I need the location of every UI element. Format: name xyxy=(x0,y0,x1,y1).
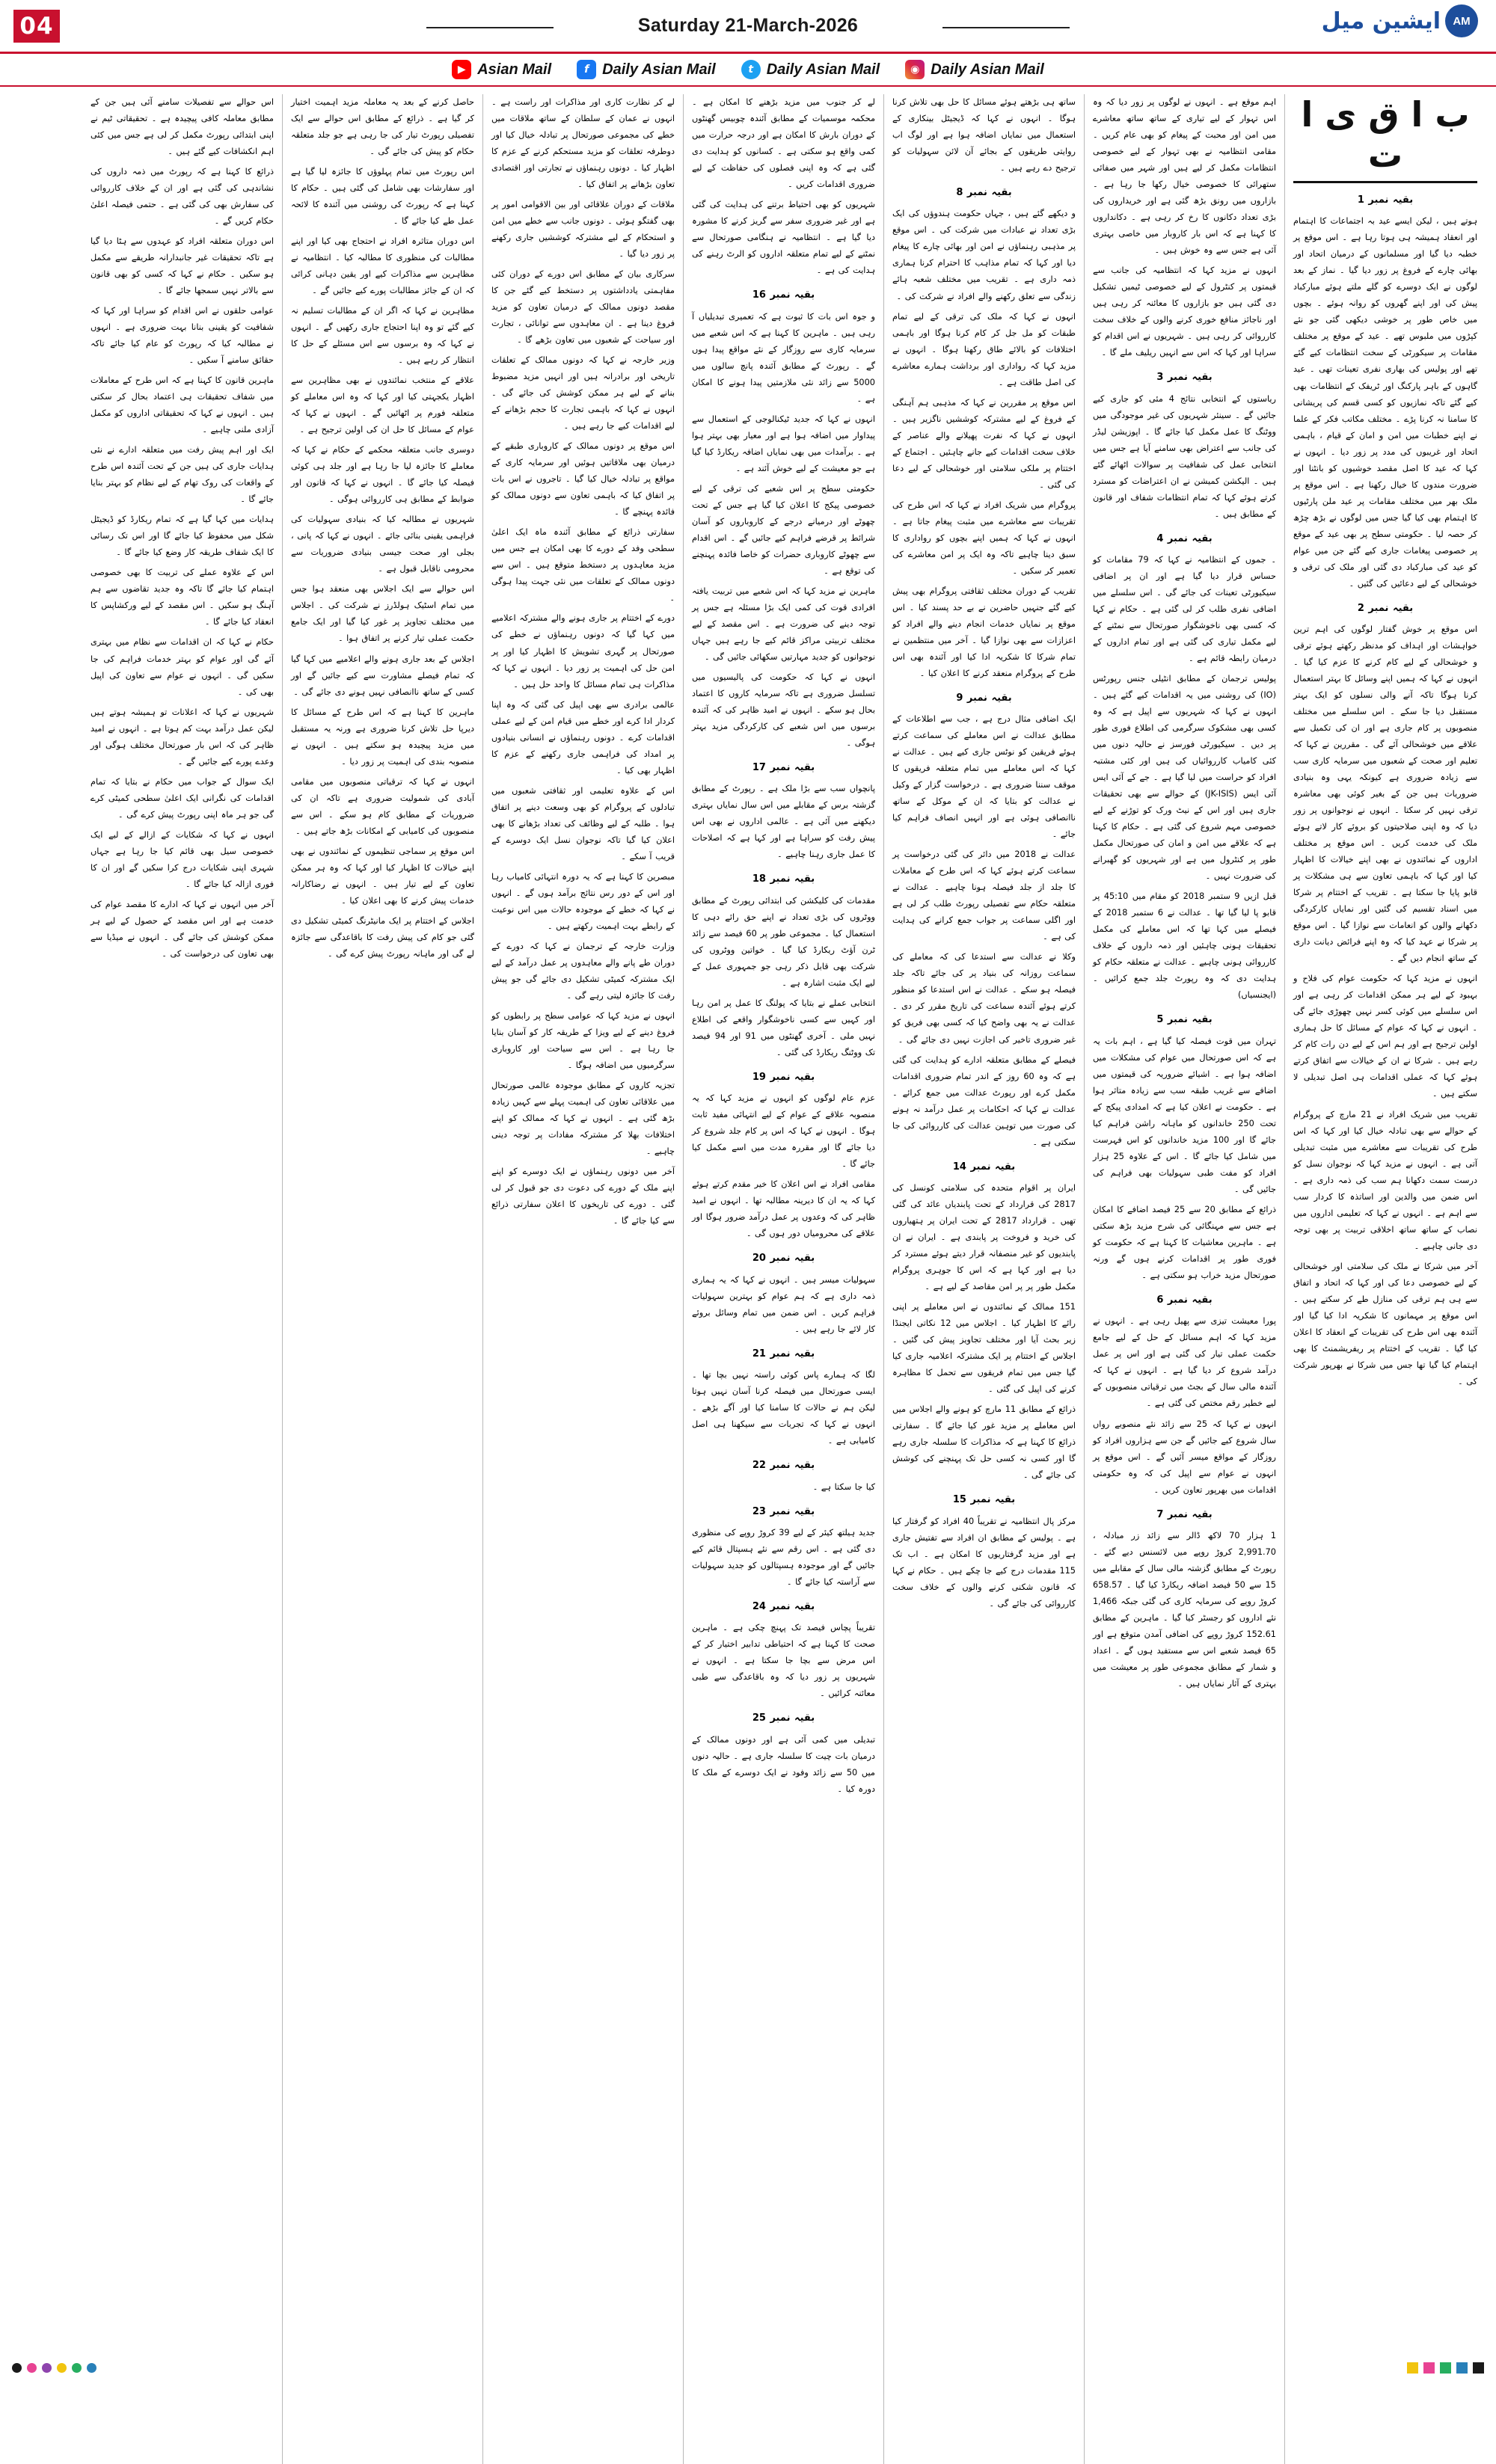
article-paragraph: سفارتی ذرائع کے مطابق آئندہ ماہ ایک اعلیٰ سطحی وفد کے دورے کا بھی امکان ہے جس میں مزید معاہدوں پر دستخط متوقع ہیں ۔ اس سے دونوں ممالک کے تعلقات میں نئی جہت پیدا ہوگی ۔ xyxy=(491,527,675,603)
article-paragraph: ایک اور اہم پیش رفت میں متعلقہ ادارے نے نئی ہدایات جاری کی ہیں جن کے تحت آئندہ اس طرح کے واقعات کی روک تھام کے لیے نظام کو بہتر بنایا جائے گا ۔ xyxy=(91,445,274,505)
social-item-facebook[interactable] xyxy=(577,60,716,79)
article-paragraph: اس رپورٹ میں تمام پہلوؤں کا جائزہ لیا گیا ہے اور سفارشات بھی شامل کی گئی ہیں ۔ حکام کا کہنا ہے کہ رپورٹ کی روشنی میں آئندہ کا لائحہ عمل طے کیا جائے گا ۔ xyxy=(291,167,474,227)
article-paragraph: وزارت خارجہ کے ترجمان نے کہا کہ دورے کے دوران طے پانے والے معاہدوں پر عمل درآمد کے لیے ایک مشترکہ کمیٹی تشکیل دی جائے گی جو پیش رفت کا جائزہ لیتی رہے گی ۔ xyxy=(491,941,675,1001)
registration-dot xyxy=(42,2363,52,2373)
article-subheading: بقیہ نمبر 15 xyxy=(952,1494,1016,1506)
masthead-date: Saturday 21-March-2026 xyxy=(637,15,859,36)
article-paragraph: ریاستوں کے انتخابی نتائج 4 مئی کو جاری کیے جائیں گے ۔ سینئر شہریوں کی غیر موجودگی میں ووٹنگ کا عمل مکمل کیا جائے گا ۔ اپوزیشن لیڈر کی جانب سے اعتراض بھی سامنے آیا ہے جس میں انتخابی عمل کی شفافیت پر سوالات اٹھائے گئے ہیں ۔ الیکشن کمیشن نے ان اعتراضات کو مسترد کرتے ہوئے کہا کہ تمام انتظامات شفاف اور قانون کے مطابق ہیں ۔ xyxy=(1093,393,1276,519)
column-3 xyxy=(884,94,1085,2464)
registration-dot xyxy=(27,2363,37,2373)
article-paragraph: دوسری جانب متعلقہ محکمے کے حکام نے کہا کہ معاملے کا جائزہ لیا جا رہا ہے اور جلد ہی کوئی فیصلہ کیا جائے گا ۔ انہوں نے کہا کہ قانون اور ضوابط کے مطابق ہی کارروائی ہوگی ۔ xyxy=(291,445,474,505)
registration-square xyxy=(1473,2362,1484,2374)
article-subheading: بقیہ نمبر 17 xyxy=(752,761,815,773)
article-paragraph: ایران پر اقوام متحدہ کی سلامتی کونسل کی 2817 کی قرارداد کے تحت پابندیاں عائد کی گئی تھیں ۔ قرارداد 2817 کے تحت ایران پر ہتھیاروں کی خرید و فروخت پر پابندی ہے ۔ ایران نے ان پابندیوں کو غیر منصفانہ قرار دیتے ہوئے مسترد کر دیا ہے اور کہا ہے کہ اس کا جوہری پروگرام مکمل طور پر پر امن مقاصد کے لیے ہے ۔ xyxy=(892,1182,1076,1292)
article-paragraph: انہوں نے کہا کہ ملک کی ترقی کے لیے تمام طبقات کو مل جل کر کام کرنا ہوگا اور باہمی اختلافات کو بالائے طاق رکھنا ہوگا ۔ انہوں نے مزید کہا کہ رواداری اور برداشت ہمارے معاشرے کی اصل طاقت ہے ۔ xyxy=(892,311,1076,387)
social-item-twitter[interactable] xyxy=(741,60,880,79)
article-subheading: بقیہ نمبر 6 xyxy=(1156,1294,1213,1306)
article-paragraph: اس دوران متاثرہ افراد نے احتجاج بھی کیا اور اپنے مطالبات کی منظوری کا مطالبہ کیا ۔ انتظامیہ نے مظاہرین سے مذاکرات کیے اور یقین دہانی کرائی کہ ان کے جائز مطالبات پورے کیے جائیں گے ۔ xyxy=(291,236,474,296)
column-1 xyxy=(1285,94,1486,2464)
article-paragraph: اس کے علاوہ عملے کی تربیت کا بھی خصوصی اہتمام کیا جائے گا تاکہ وہ جدید تقاضوں سے ہم آہنگ ہو سکیں ۔ اس مقصد کے لیے ورکشاپس کا انعقاد کیا جائے گا ۔ xyxy=(91,568,274,627)
registration-dot xyxy=(57,2363,67,2373)
column-4-body xyxy=(692,94,875,1798)
article-subheading: بقیہ نمبر 4 xyxy=(1156,532,1213,544)
article-paragraph: آخر میں انہوں نے کہا کہ ادارے کا مقصد عوام کی خدمت ہے اور اس مقصد کے حصول کے لیے ہر ممکن کوشش کی جائے گی ۔ انہوں نے میڈیا سے بھی تعاون کی درخواست کی ۔ xyxy=(91,899,274,959)
article-paragraph: مرکز پال انتظامیہ نے تقریباً 40 افراد کو گرفتار کیا ہے ۔ پولیس کے مطابق ان افراد سے تفتیش جاری ہے اور مزید گرفتاریوں کا امکان ہے ۔ اب تک 115 مقدمات درج کیے جا چکے ہیں ۔ حکام نے کہا کہ قانون شکنی کرنے والوں کے خلاف سخت کارروائی کی جائے گی ۔ xyxy=(892,1516,1076,1609)
article-paragraph: انہوں نے کہا کہ جدید ٹیکنالوجی کے استعمال سے پیداوار میں اضافہ ہوا ہے اور معیار بھی بہتر ہوا ہے ۔ برآمدات میں بھی نمایاں اضافہ ریکارڈ کیا گیا ہے جو معیشت کے لیے خوش آئند ہے ۔ xyxy=(692,414,875,473)
article-paragraph: ماہرین قانون کا کہنا ہے کہ اس طرح کے معاملات میں شفاف تحقیقات ہی اعتماد بحال کر سکتی ہیں ۔ انہوں نے کہا کہ تحقیقاتی اداروں کو مکمل آزادی ملنی چاہیے ۔ xyxy=(91,375,274,435)
article-paragraph: آخر میں دونوں رہنماؤں نے ایک دوسرے کو اپنے اپنے ملک کے دورے کی دعوت دی جو قبول کر لی گئی ۔ دورے کی تاریخوں کا اعلان سفارتی ذرائع سے کیا جائے گا ۔ xyxy=(491,1166,675,1226)
article-paragraph: تبدیلی میں کمی آئی ہے اور دونوں ممالک کے درمیان بات چیت کا سلسلہ جاری ہے ۔ حالیہ دنوں میں 50 سے زائد وفود نے ایک دوسرے کے ملک کا دورہ کیا ۔ xyxy=(692,1734,875,1794)
social-label-facebook: Daily Asian Mail xyxy=(602,61,716,78)
twitter-icon: t xyxy=(741,60,761,79)
section-title: ب ا ق ی ا ت xyxy=(1293,94,1477,183)
article-paragraph: وکلا نے عدالت سے استدعا کی کہ معاملے کی سماعت روزانہ کی بنیاد پر کی جائے تاکہ جلد فیصلہ ہو سکے ۔ عدالت نے اس استدعا کو منظور کرتے ہوئے آئندہ سماعت کی تاریخ مقرر کر دی ۔ عدالت نے یہ بھی واضح کیا کہ کسی بھی فریق کو غیر ضروری تاخیر کی اجازت نہیں دی جائے گی ۔ xyxy=(892,952,1076,1045)
column-2-body xyxy=(1093,94,1276,1692)
article-paragraph: ۔ جموں کے انتظامیہ نے کہا کہ 79 مقامات کو حساس قرار دیا گیا ہے اور ان پر اضافی سیکیورٹی تعینات کی جائے گی ۔ اس سلسلے میں اضافی نفری طلب کر لی گئی ہے ۔ حکام نے کہا کہ کسی بھی ناخوشگوار صورتحال سے نمٹنے کے لیے مکمل تیاری کی گئی ہے اور تمام اداروں کے درمیان رابطہ قائم ہے ۔ xyxy=(1093,555,1276,664)
article-paragraph: انہوں نے مزید کہا کہ عوامی سطح پر رابطوں کو فروغ دینے کے لیے ویزا کے طریقہ کار کو آسان بنایا جا رہا ہے ۔ اس سے سیاحت اور کاروباری سرگرمیوں میں اضافہ ہوگا ۔ xyxy=(491,1010,675,1070)
article-paragraph: شہریوں نے مطالبہ کیا کہ بنیادی سہولیات کی فراہمی یقینی بنائی جائے ۔ انہوں نے کہا کہ پانی ، بجلی اور صحت جیسی بنیادی ضروریات سے محرومی ناقابل قبول ہے ۔ xyxy=(291,514,474,574)
logo-urdu-text: ایشین میل xyxy=(1321,7,1441,34)
article-paragraph: اس موقع پر دونوں ممالک کے کاروباری طبقے کے درمیان بھی ملاقاتیں ہوئیں اور سرمایہ کاری کے مواقع پر تبادلہ خیال کیا گیا ۔ تاجروں نے اس بات پر اتفاق کیا کہ باہمی تعاون سے دونوں ممالک کو فائدہ پہنچے گا ۔ xyxy=(491,441,675,517)
date-rule-left xyxy=(426,27,554,28)
article-paragraph: اس حوالے سے تفصیلات سامنے آئی ہیں جن کے مطابق معاملہ کافی پیچیدہ ہے ۔ تحقیقاتی ٹیم نے اپنی ابتدائی رپورٹ مکمل کر لی ہے جس میں کئی اہم انکشافات کیے گئے ہیں ۔ xyxy=(90,97,274,157)
article-paragraph: اس موقع پر مقررین نے کہا کہ مذہبی ہم آہنگی کے فروغ کے لیے مشترکہ کوششیں ناگزیر ہیں ۔ انہوں نے کہا کہ نفرت پھیلانے والے عناصر کے خلاف سخت اقدامات کیے جانے چاہئیں ۔ اجتماع کے اختتام پر ملکی سلامتی اور خوشحالی کے لیے دعا کی گئی ۔ xyxy=(892,397,1076,490)
article-subheading: بقیہ نمبر 5 xyxy=(1156,1014,1213,1026)
article-paragraph: لے کر جنوب میں مزید بڑھنے کا امکان ہے ۔ محکمہ موسمیات کے مطابق آئندہ چوبیس گھنٹوں کے دوران بارش کا امکان ہے اور درجہ حرارت میں کمی واقع ہو سکتی ہے ۔ کسانوں کو ہدایت دی گئی ہے کہ وہ اپنی فصلوں کی حفاظت کے لیے ضروری اقدامات کریں ۔ xyxy=(692,97,875,190)
article-subheading: بقیہ نمبر 25 xyxy=(752,1712,815,1724)
article-paragraph: ذرائع کے مطابق 20 سے 25 فیصد اضافے کا امکان ہے جس سے مہنگائی کی شرح مزید بڑھ سکتی ہے ۔ ماہرین معاشیات کا کہنا ہے کہ حکومت کو فوری طور پر اقدامات کرنے ہوں گے ورنہ صورتحال مزید خراب ہو سکتی ہے ۔ xyxy=(1093,1204,1276,1281)
article-paragraph: عوامی حلقوں نے اس اقدام کو سراہا اور کہا کہ شفافیت کو یقینی بنانا بہت ضروری ہے ۔ انہوں نے مطالبہ کیا کہ رپورٹ کو عام کیا جائے تاکہ حقائق سامنے آ سکیں ۔ xyxy=(91,306,274,366)
article-paragraph: اجلاس کے اختتام پر ایک مانیٹرنگ کمیٹی تشکیل دی گئی جو کام کی پیش رفت کا باقاعدگی سے جائزہ لے گی اور ماہانہ رپورٹ پیش کرے گی ۔ xyxy=(291,915,474,959)
article-paragraph: اس موقع پر سماجی تنظیموں کے نمائندوں نے بھی اپنے خیالات کا اظہار کیا اور کہا کہ وہ ہر ممکن تعاون کے لیے تیار ہیں ۔ انہوں نے رضاکارانہ خدمات پیش کرنے کا بھی اعلان کیا ۔ xyxy=(291,846,474,906)
article-subheading: بقیہ نمبر 18 xyxy=(752,873,815,885)
article-paragraph: پولیس ترجمان کے مطابق انٹیلی جنس رپورٹس (IO) کی روشنی میں یہ اقدامات کیے گئے ہیں ۔ انہوں نے کہا کہ شہریوں سے اپیل ہے کہ وہ کسی بھی مشکوک سرگرمی کی اطلاع فوری طور پر دیں ۔ سیکیورٹی فورسز نے حالیہ دنوں میں کئی کامیاب کارروائیاں کی ہیں اور کئی مشتبہ افراد کو حراست میں لیا گیا ہے ۔ جے کے آئی ایس آئی ایس (JK-ISIS) کے حوالے سے بھی تحقیقات جاری ہیں اور اس کے نیٹ ورک کو توڑنے کے لیے خصوصی مہم شروع کی گئی ہے ۔ حکام کا کہنا ہے کہ علاقے میں امن و امان کی صورتحال مکمل طور پر کنٹرول میں ہے اور شہریوں کو گھبرانے کی ضرورت نہیں ۔ xyxy=(1093,674,1276,882)
article-paragraph: سہولیات میسر ہیں ۔ انہوں نے کہا کہ یہ ہماری ذمہ داری ہے کہ ہم عوام کو بہترین سہولیات فراہم کریں ۔ اس ضمن میں تمام وسائل بروئے کار لائے جا رہے ہیں ۔ xyxy=(692,1274,875,1334)
column-4 xyxy=(684,94,884,2464)
social-label-instagram: Daily Asian Mail xyxy=(931,61,1044,78)
article-paragraph: علاقے کے منتخب نمائندوں نے بھی مظاہرین سے اظہار یکجہتی کیا اور کہا کہ وہ اس معاملے کو متعلقہ فورم پر اٹھائیں گے ۔ انہوں نے کہا کہ عوام کے مسائل کا حل ان کی اولین ترجیح ہے ۔ xyxy=(291,375,474,435)
article-paragraph: ذرائع کے مطابق 11 مارچ کو ہونے والے اجلاس میں اس معاملے پر مزید غور کیا جائے گا ۔ سفارتی ذرائع کا کہنا ہے کہ مذاکرات کا سلسلہ جاری رہے گا اور کسی نہ کسی حل تک پہنچنے کی کوشش کی جائے گی ۔ xyxy=(892,1404,1076,1481)
article-subheading: بقیہ نمبر 2 xyxy=(1357,602,1414,614)
article-subheading: بقیہ نمبر 20 xyxy=(752,1253,815,1265)
column-5 xyxy=(483,94,684,2464)
article-subheading: بقیہ نمبر 23 xyxy=(752,1505,815,1517)
article-paragraph: پانچواں سب سے بڑا ملک ہے ۔ رپورٹ کے مطابق گزشتہ برس کے مقابلے میں اس سال نمایاں بہتری دیکھنے میں آئی ہے ۔ عالمی اداروں نے بھی اس پیش رفت کو سراہا ہے اور کہا ہے کہ اصلاحات کا عمل جاری رہنا چاہیے ۔ xyxy=(692,784,875,860)
print-registration-strip xyxy=(0,2358,1496,2377)
article-paragraph: اجلاس کے بعد جاری ہونے والے اعلامیے میں کہا گیا کہ تمام فیصلے مشاورت سے کیے جائیں گے اور کسی کے ساتھ ناانصافی نہیں ہونے دی جائے گی ۔ xyxy=(291,654,474,697)
facebook-icon: f xyxy=(577,60,596,79)
article-paragraph: ماہرین نے مزید کہا کہ اس شعبے میں تربیت یافتہ افرادی قوت کی کمی ایک بڑا مسئلہ ہے جس پر توجہ دینے کی ضرورت ہے ۔ اس مقصد کے لیے مختلف تربیتی مراکز قائم کیے جا رہے ہیں جہاں نوجوانوں کو جدید مہارتیں سکھائی جائیں گی ۔ xyxy=(692,586,875,662)
article-paragraph: انہوں نے کہا کہ ترقیاتی منصوبوں میں مقامی آبادی کی شمولیت ضروری ہے تاکہ ان کی ضروریات کے مطابق کام ہو سکے ۔ اس سے منصوبوں کی کامیابی کے امکانات بڑھ جاتے ہیں ۔ xyxy=(291,776,474,836)
article-paragraph: انہوں نے مزید کہا کہ انتظامیہ کی جانب سے قیمتوں پر کنٹرول کے لیے خصوصی ٹیمیں تشکیل دی گئی ہیں جو بازاروں کا معائنہ کر رہی ہیں اور ناجائز منافع خوری کرنے والوں کے خلاف سخت کارروائی کر رہی ہیں ۔ شہریوں نے اس اقدام کو سراہا اور کہا کہ اس سے انہیں ریلیف ملے گا ۔ xyxy=(1093,265,1276,358)
registration-dot xyxy=(12,2363,22,2373)
masthead-logo xyxy=(1322,4,1478,37)
article-paragraph: ساتھ ہی بڑھتے ہوئے مسائل کا حل بھی تلاش کرنا ہوگا ۔ انہوں نے کہا کہ ڈیجیٹل بینکاری کے استعمال میں نمایاں اضافہ ہوا ہے اور لوگ اب روایتی طریقوں کے بجائے آن لائن سہولیات کو ترجیح دے رہے ہیں ۔ xyxy=(892,97,1076,173)
page-number-badge: 04 xyxy=(13,10,60,43)
registration-dot xyxy=(72,2363,82,2373)
date-rule-right xyxy=(942,27,1070,28)
registration-square xyxy=(1440,2362,1451,2374)
article-paragraph: تقریب میں شریک افراد نے 21 مارچ کے پروگرام کے حوالے سے بھی تبادلہ خیال کیا اور کہا کہ اس طرح کی تقریبات سے معاشرے میں مثبت تبدیلی آتی ہے ۔ انہوں نے مزید کہا کہ نوجوان نسل کو درست سمت دکھانا ہم سب کی ذمہ داری ہے ۔ اس ضمن میں والدین اور اساتذہ کا کردار سب سے اہم ہے ۔ انہوں نے کہا کہ تعلیمی اداروں میں نصاب کے ساتھ ساتھ اخلاقی تربیت پر بھی توجہ دی جانی چاہیے ۔ xyxy=(1293,1109,1477,1251)
article-paragraph: پورا معیشت تیزی سے پھیل رہی ہے ۔ انہوں نے مزید کہا کہ اہم مسائل کے حل کے لیے جامع حکمت عملی تیار کی گئی ہے اور اس پر عمل درآمد شروع کر دیا گیا ہے ۔ انہوں نے کہا کہ آئندہ مالی سال کے بجٹ میں ترقیاتی منصوبوں کے لیے خطیر رقم مختص کی گئی ہے ۔ xyxy=(1093,1316,1276,1409)
article-paragraph: عزم عام لوگوں کو انہوں نے مزید کہا کہ یہ منصوبہ علاقے کے عوام کے لیے انتہائی مفید ثابت ہوگا ۔ انہوں نے کہا کہ اس پر کام جلد شروع کر دیا جائے گا اور مقررہ مدت میں اسے مکمل کیا جائے گا ۔ xyxy=(692,1093,875,1170)
registration-square xyxy=(1423,2362,1435,2374)
column-6 xyxy=(283,94,483,2464)
article-paragraph: کیا جا سکتا ہے ۔ xyxy=(812,1481,875,1492)
article-paragraph: مظاہرین نے کہا کہ اگر ان کے مطالبات تسلیم نہ کیے گئے تو وہ اپنا احتجاج جاری رکھیں گے ۔ انہوں نے کہا کہ وہ برسوں سے اس مسئلے کے حل کا انتظار کر رہے ہیں ۔ xyxy=(291,306,474,366)
article-paragraph: عدالت نے 2018 میں دائر کی گئی درخواست پر سماعت کرتے ہوئے کہا کہ اس طرح کے معاملات کا جلد از جلد فیصلہ ہونا چاہیے ۔ عدالت نے متعلقہ حکام سے تفصیلی رپورٹ طلب کر لی ہے اور اگلی سماعت پر جواب جمع کرانے کی ہدایت کی ہے ۔ xyxy=(892,850,1076,942)
article-subheading: بقیہ نمبر 24 xyxy=(752,1600,815,1612)
article-paragraph: 151 ممالک کے نمائندوں نے اس معاملے پر اپنی رائے کا اظہار کیا ۔ اجلاس میں 12 نکاتی ایجنڈا زیر بحث آیا اور مختلف تجاویز پیش کی گئیں ۔ اجلاس کے اختتام پر ایک مشترکہ اعلامیہ جاری کیا گیا جس میں تمام فریقوں سے تحمل کا مظاہرہ کرنے کی اپیل کی گئی ۔ xyxy=(892,1302,1076,1395)
article-paragraph: انتخابی عملے نے بتایا کہ پولنگ کا عمل پر امن رہا اور کہیں سے کسی ناخوشگوار واقعے کی اطلاع نہیں ملی ۔ آخری گھنٹوں میں 91 اور 94 فیصد تک ووٹنگ ریکارڈ کی گئی ۔ xyxy=(692,998,876,1057)
article-subheading: بقیہ نمبر 1 xyxy=(1357,194,1414,206)
logo-mark-icon: AM xyxy=(1445,4,1478,37)
article-paragraph: اس حوالے سے ایک اجلاس بھی منعقد ہوا جس میں تمام اسٹیک ہولڈرز نے شرکت کی ۔ اجلاس میں مختلف تجاویز پر غور کیا گیا اور ایک جامع حکمت عملی تیار کرنے پر اتفاق ہوا ۔ xyxy=(291,584,474,644)
article-paragraph: وزیر خارجہ نے کہا کہ دونوں ممالک کے تعلقات تاریخی اور برادرانہ ہیں اور انہیں مزید مضبوط بنانے کے لیے ہر ممکن کوشش کی جائے گی ۔ انہوں نے کہا کہ باہمی تجارت کا حجم بڑھانے کے لیے اقدامات کیے جا رہے ہیں ۔ xyxy=(491,355,675,431)
article-paragraph: عالمی برادری سے بھی اپیل کی گئی کہ وہ اپنا کردار ادا کرے اور خطے میں قیام امن کے لیے عملی اقدامات کرے ۔ دونوں رہنماؤں نے انسانی بنیادوں پر امداد کی فراہمی جاری رکھنے کے عزم کا اظہار بھی کیا ۔ xyxy=(491,699,675,775)
article-paragraph: و دیکھے گئے ہیں ، جہاں حکومت ہندوؤں کی ایک بڑی تعداد نے عبادات میں شرکت کی ۔ اس موقع پر مذہبی رہنماؤں نے امن اور بھائی چارے کا پیغام دیا اور کہا کہ تمام مذاہب کا احترام کرنا ہماری ذمہ داری ہے ۔ تقریب میں مختلف شعبہ ہائے زندگی سے تعلق رکھنے والے افراد نے شرکت کی ۔ xyxy=(892,209,1076,301)
article-subheading: بقیہ نمبر 21 xyxy=(752,1348,815,1359)
column-1-body xyxy=(1293,191,1477,1390)
column-7-body xyxy=(91,94,274,962)
social-item-instagram[interactable] xyxy=(905,60,1044,79)
youtube-icon: ▶ xyxy=(452,60,471,79)
article-paragraph: جدید ہیلتھ کیئر کے لیے 39 کروڑ روپے کی منظوری دی گئی ہے ۔ اس رقم سے نئے ہسپتال قائم کیے جائیں گے اور موجودہ ہسپتالوں کو جدید سہولیات سے آراستہ کیا جائے گا ۔ xyxy=(692,1527,875,1587)
column-5-body xyxy=(491,94,675,1229)
column-6-body xyxy=(291,94,474,962)
article-paragraph: اہم موقع ہے ۔ انہوں نے لوگوں پر زور دیا کہ وہ اس تہوار کے لیے تیاری کے ساتھ ساتھ معاشرے میں امن اور محبت کے پیغام کو بھی عام کریں ۔ مقامی انتظامیہ نے بھی تہوار کے لیے خصوصی انتظامات مکمل کر لیے ہیں اور شہر میں صفائی ستھرائی کا خصوصی خیال رکھا جا رہا ہے ۔ بازاروں میں رونق بڑھ گئی ہے اور خریداروں کی بڑی تعداد دکانوں کا رخ کر رہی ہے ۔ دکانداروں کا کہنا ہے کہ اس بار کاروبار میں خاصی بہتری آئی ہے جس سے وہ خوش ہیں ۔ xyxy=(1093,97,1276,256)
article-subheading: بقیہ نمبر 9 xyxy=(956,692,1012,704)
article-subheading: بقیہ نمبر 3 xyxy=(1156,372,1213,384)
article-subheading: بقیہ نمبر 14 xyxy=(952,1161,1016,1173)
article-paragraph: تقریباً پچاس فیصد تک پہنچ چکی ہے ۔ ماہرین صحت کا کہنا ہے کہ احتیاطی تدابیر اختیار کر کے اس مرض سے بچا جا سکتا ہے ۔ انہوں نے شہریوں پر زور دیا کہ وہ باقاعدگی سے طبی معائنہ کرائیں ۔ xyxy=(692,1623,875,1699)
registration-square xyxy=(1407,2362,1418,2374)
social-label-youtube: Asian Mail xyxy=(477,61,552,78)
article-paragraph: و جوہ اس بات کا ثبوت ہے کہ تعمیری تبدیلیاں آ رہی ہیں ۔ ماہرین کا کہنا ہے کہ اس شعبے میں سرمایہ کاری سے روزگار کے نئے مواقع پیدا ہوں گے ۔ رپورٹ کے مطابق آئندہ پانچ سالوں میں 5000 سے زائد نئی ملازمتیں پیدا ہونے کا امکان ہے ۔ xyxy=(692,311,875,404)
column-7 xyxy=(82,94,283,2464)
article-paragraph: مقامی افراد نے اس اعلان کا خیر مقدم کرتے ہوئے کہا کہ یہ ان کا دیرینہ مطالبہ تھا ۔ انہوں نے امید ظاہر کی کہ وعدوں پر عمل درآمد ضرور ہوگا اور علاقے کی محرومیاں دور ہوں گی ۔ xyxy=(692,1179,875,1239)
article-paragraph: اس موقع پر خوش گفتار لوگوں کی اہم ترین خواہشات اور اہداف کو مدنظر رکھتے ہوئے ترقی و خوشحالی کے لیے کام کرنے کا عزم کیا گیا ۔ انہوں نے کہا کہ ہمیں اپنے وسائل کا بہتر استعمال کرنا ہوگا تاکہ آنے والی نسلوں کو ایک بہتر مستقبل دیا جا سکے ۔ اس سلسلے میں مختلف منصوبوں پر کام جاری ہے اور ان کی تکمیل سے علاقے میں خوشحالی آئے گی ۔ مقررین نے کہا کہ تعلیم اور صحت کے شعبوں میں سرمایہ کاری سب سے زیادہ ضروری ہے کیونکہ یہی وہ بنیادی ضروریات ہیں جن کے بغیر کوئی بھی معاشرہ ترقی نہیں کر سکتا ۔ انہوں نے نوجوانوں پر زور دیا کہ وہ اپنی صلاحیتوں کو بروئے کار لاتے ہوئے ملک کی خدمت کریں ۔ اس موقع پر مختلف اداروں کے نمائندوں نے بھی اپنے خیالات کا اظہار کیا اور کہا کہ باہمی تعاون سے ہی مشکلات پر قابو پایا جا سکتا ہے ۔ تقریب کے اختتام پر شرکا میں اسناد تقسیم کی گئیں اور نمایاں کارکردگی دکھانے والوں کو انعامات سے نوازا گیا ۔ اس موقع پر شرکا نے عہد کیا کہ وہ اپنے فرائض دیانت داری کے ساتھ انجام دیں گے ۔ xyxy=(1293,624,1477,964)
article-subheading: بقیہ نمبر 16 xyxy=(752,289,815,301)
article-paragraph: انہوں نے مزید کہا کہ حکومت عوام کی فلاح و بہبود کے لیے ہر ممکن اقدامات کر رہی ہے اور اس سلسلے میں کوئی کسر نہیں چھوڑی جائے گی ۔ انہوں نے کہا کہ عوام کے مسائل کا حل ہماری اولین ترجیح ہے اور ہم اس کے لیے دن رات کام کر رہے ہیں ۔ شرکا نے ان کے خیالات سے اتفاق کرتے ہوئے کہا کہ عملی اقدامات ہی اصل تبدیلی لا سکتے ہیں ۔ xyxy=(1293,974,1477,1099)
article-paragraph: مبصرین کا کہنا ہے کہ یہ دورہ انتہائی کامیاب رہا اور اس کے دور رس نتائج برآمد ہوں گے ۔ انہوں نے کہا کہ خطے کے موجودہ حالات میں اس نوعیت کے رابطے بہت اہمیت رکھتے ہیں ۔ xyxy=(491,871,675,931)
article-paragraph: شہریوں نے کہا کہ اعلانات تو ہمیشہ ہوتے ہیں لیکن عمل درآمد بہت کم ہوتا ہے ۔ انہوں نے امید ظاہر کی کہ اس بار صورتحال مختلف ہوگی اور وعدے پورے کیے جائیں گے ۔ xyxy=(91,707,274,766)
article-paragraph: ملاقات کے دوران علاقائی اور بین الاقوامی امور پر بھی گفتگو ہوئی ۔ دونوں جانب سے خطے میں امن و استحکام کے لیے مشترکہ کوششیں جاری رکھنے پر زور دیا گیا ۔ xyxy=(491,200,675,259)
article-paragraph: قبل ازیں 9 ستمبر 2018 کو مقام میں 45:10 پر قابو پا لیا گیا تھا ۔ عدالت نے 6 ستمبر 2018 کے فیصلے میں کہا تھا کہ اس معاملے کی مکمل تحقیقات ہونی چاہئیں اور ذمہ داروں کے خلاف کارروائی ہونی چاہیے ۔ عدالت نے متعلقہ حکام کو ہدایت دی کہ وہ رپورٹ جلد جمع کرائیں ۔ (ایجنسیاں) xyxy=(1093,891,1277,1001)
article-paragraph: ذرائع کا کہنا ہے کہ رپورٹ میں ذمہ داروں کی نشاندہی کی گئی ہے اور ان کے خلاف کارروائی کی سفارش بھی کی گئی ہے ۔ حتمی فیصلہ اعلیٰ حکام کریں گے ۔ xyxy=(91,167,274,227)
article-paragraph: 1 ہزار 70 لاکھ ڈالر سے زائد زر مبادلہ ، 2,991.70 کروڑ روپے میں لائسنس دیے گئے ۔ رپورٹ کے مطابق گزشتہ مالی سال کے مقابلے میں 15 سے 50 فیصد اضافہ ریکارڈ کیا گیا ۔ 658.57 کروڑ روپے کی سرمایہ کاری کی گئی جبکہ 1,466 نئے اداروں کو رجسٹر کیا گیا ۔ ماہرین کے مطابق 152.61 کروڑ روپے کی اضافی آمدن متوقع ہے اور 65 فیصد شعبے اس سے مستفید ہوں گے ۔ اعداد و شمار کے مطابق مجموعی طور پر معیشت میں بہتری کے آثار نمایاں ہیں ۔ xyxy=(1093,1530,1276,1689)
article-paragraph: ایک اضافی مثال درج ہے ، جب سے اطلاعات کے مطابق عدالت نے اس معاملے کی سماعت کرتے ہوئے فریقین کو نوٹس جاری کیے ہیں ۔ عدالت نے کہا کہ اس معاملے میں تمام متعلقہ فریقوں کا موقف سننا ضروری ہے ۔ درخواست گزار کے وکیل نے عدالت کو بتایا کہ ان کے موکل کے ساتھ ناانصافی ہوئی ہے اور انہیں انصاف فراہم کیا جائے ۔ xyxy=(892,714,1076,840)
masthead xyxy=(0,0,1496,54)
column-2 xyxy=(1085,94,1285,2464)
article-paragraph: لے کر نظارت کاری اور مذاکرات اور راست ہے ۔ انہوں نے عمان کے سلطان کے ساتھ ملاقات میں خطے کی مجموعی صورتحال پر تبادلہ خیال کیا اور دوطرفہ تعلقات کو مزید مستحکم کرنے کے عزم کا اظہار کیا ۔ دونوں رہنماؤں نے تجارتی اور اقتصادی تعاون بڑھانے پر اتفاق کیا ۔ xyxy=(491,97,675,190)
article-paragraph: لگا کہ ہمارے پاس کوئی راستہ نہیں بچا تھا ۔ ایسی صورتحال میں فیصلہ کرنا آسان نہیں ہوتا لیکن ہم نے حالات کا سامنا کیا اور آگے بڑھے ۔ انہوں نے کہا کہ تجربات سے سیکھنا ہی اصل کامیابی ہے ۔ xyxy=(692,1370,875,1446)
article-paragraph: مقدمات کی کلیکشن کی ابتدائی رپورٹ کے مطابق ووٹروں کی بڑی تعداد نے اپنے حق رائے دہی کا استعمال کیا ۔ مجموعی طور پر 60 فیصد سے زائد ٹرن آؤٹ ریکارڈ کیا گیا ۔ خواتین ووٹروں کی شرکت بھی قابل ذکر رہی جو جمہوری عمل کے لیے ایک مثبت اشارہ ہے ۔ xyxy=(692,895,875,988)
article-paragraph: تقریب کے دوران مختلف ثقافتی پروگرام بھی پیش کیے گئے جنہیں حاضرین نے بے حد پسند کیا ۔ اس موقع پر نمایاں خدمات انجام دینے والے افراد کو اعزازات سے بھی نوازا گیا ۔ آخر میں منتظمین نے تمام شرکا کا شکریہ ادا کیا اور آئندہ بھی اس طرح کے پروگرام منعقد کرنے کا اعلان کیا ۔ xyxy=(892,586,1076,678)
article-paragraph: انہوں نے کہا کہ شکایات کے ازالے کے لیے ایک خصوصی سیل بھی قائم کیا جا رہا ہے جہاں شہری اپنی شکایات درج کرا سکیں گے اور ان کا فوری ازالہ کیا جائے گا ۔ xyxy=(91,829,274,889)
article-subheading: بقیہ نمبر 7 xyxy=(1156,1508,1213,1520)
article-paragraph: انہوں نے کہا کہ 25 سے زائد نئے منصوبے رواں سال شروع کیے جائیں گے جن سے ہزاروں افراد کو روزگار کے مواقع میسر آئیں گے ۔ اس موقع پر انہوں نے عوام سے اپیل کی کہ وہ حکومتی اقدامات میں بھرپور تعاون کریں ۔ xyxy=(1093,1419,1276,1495)
article-paragraph: حکومتی سطح پر اس شعبے کی ترقی کے لیے خصوصی پیکج کا اعلان کیا گیا ہے جس کے تحت چھوٹے اور درمیانے درجے کے کاروباروں کو آسان شرائط پر قرضے فراہم کیے جائیں گے ۔ اس اقدام سے چھوٹے کاروباری حضرات کو خاصا فائدہ پہنچنے کی توقع ہے ۔ xyxy=(692,483,875,576)
social-label-twitter: Daily Asian Mail xyxy=(766,61,880,78)
column-3-body xyxy=(892,94,1076,1612)
registration-dot xyxy=(87,2363,96,2373)
article-paragraph: ایک سوال کے جواب میں حکام نے بتایا کہ تمام اقدامات کی نگرانی ایک اعلیٰ سطحی کمیٹی کرے گی جو ہر ماہ اپنی رپورٹ پیش کرے گی ۔ xyxy=(91,776,274,820)
article-paragraph: فیصلے کے مطابق متعلقہ ادارے کو ہدایت کی گئی ہے کہ وہ 60 روز کے اندر تمام ضروری اقدامات مکمل کرے اور رپورٹ عدالت میں جمع کرائے ۔ عدالت نے کہا کہ احکامات پر عمل درآمد نہ ہونے کی صورت میں توہین عدالت کی کارروائی کی جا سکتی ہے ۔ xyxy=(892,1054,1076,1147)
social-item-youtube[interactable] xyxy=(452,60,551,79)
social-bar xyxy=(0,54,1496,87)
article-paragraph: پروگرام میں شریک افراد نے کہا کہ اس طرح کی تقریبات سے معاشرے میں مثبت پیغام جاتا ہے ۔ انہوں نے کہا کہ ہمیں اپنے بچوں کو رواداری کا سبق دینا چاہیے تاکہ وہ ایک پر امن معاشرے کی تعمیر کر سکیں ۔ xyxy=(892,500,1076,576)
article-subheading: بقیہ نمبر 19 xyxy=(752,1071,815,1083)
registration-square xyxy=(1456,2362,1468,2374)
article-paragraph: حکام نے کہا کہ ان اقدامات سے نظام میں بہتری آئے گی اور عوام کو بہتر خدمات فراہم کی جا سکیں گی ۔ انہوں نے عوام سے تعاون کی اپیل بھی کی ۔ xyxy=(91,637,274,697)
article-subheading: بقیہ نمبر 22 xyxy=(752,1460,815,1472)
article-paragraph: دورے کے اختتام پر جاری ہونے والے مشترکہ اعلامیے میں کہا گیا کہ دونوں رہنماؤں نے خطے کی صورتحال پر گہری تشویش کا اظہار کیا اور پر امن حل کی اہمیت پر زور دیا ۔ انہوں نے کہا کہ مذاکرات ہی تمام مسائل کا واحد حل ہیں ۔ xyxy=(491,613,675,689)
article-paragraph: ہوتے ہیں ، لیکن ایسے عید بہ اجتماعات کا اہتمام اور انعقاد ہمیشہ ہی ہوتا رہا ہے ۔ اس موقع پر خطبہ دیا گیا اور مسلمانوں کے درمیان اتحاد اور بھائی چارے کے فروغ پر زور دیا گیا ۔ نماز کے بعد لوگوں نے ایک دوسرے کو گلے ملتے ہوئے مبارکباد پیش کی اور اپنے گھروں کو روانہ ہوئے ۔ بچوں میں خاص طور پر خوشی دیکھی گئی جو نئے کپڑوں میں ملبوس تھے ۔ عید کے موقع پر مختلف مقامات پر سیکورٹی کے سخت انتظامات کیے گئے تھے اور پولیس کی بھاری نفری تعینات تھی ۔ عید گاہوں کے باہر پارکنگ اور ٹریفک کے انتظامات بھی کیے گئے تاکہ نمازیوں کو کسی قسم کی پریشانی کا سامنا نہ کرنا پڑے ۔ مختلف مکاتب فکر کے علما نے اپنے خطبات میں امن و امان کے قیام ، باہمی اتحاد اور غریبوں کی مدد پر زور دیا ۔ انہوں نے کہا کہ عید کا اصل مقصد خوشیوں کو بانٹنا اور ضرورت مندوں کا خیال رکھنا ہے ۔ اس موقع پر ملک بھر میں مختلف مقامات پر عید ملن پارٹیوں کا اہتمام بھی کیا گیا جس میں لوگوں نے بڑھ چڑھ کر حصہ لیا ۔ حکومتی سطح پر بھی عید کے موقع پر خصوصی پیغامات جاری کیے گئے جن میں عوام کو عید کی مبارکباد دی گئی اور ملک کی ترقی و خوشحالی کے لیے دعائیں کی گئیں ۔ xyxy=(1293,216,1477,589)
article-paragraph: تہران میں قوت فیصلہ کیا گیا ہے ، اہم بات یہ ہے کہ اس صورتحال میں عوام کی مشکلات میں اضافہ ہوا ہے ۔ اشیائے ضروریہ کی قیمتوں میں اضافے سے غریب طبقہ سب سے زیادہ متاثر ہوا ہے ۔ حکومت نے اعلان کیا ہے کہ امدادی پیکج کے تحت 250 خاندانوں کو ماہانہ راشن فراہم کیا جائے گا اور 100 مزید خاندانوں کو اس فہرست میں شامل کیا جائے گا ۔ اس کے علاوہ 25 ہزار افراد کو مفت طبی سہولیات بھی فراہم کی جائیں گی ۔ xyxy=(1093,1036,1276,1194)
article-columns xyxy=(0,87,1496,2464)
article-paragraph: شہریوں کو بھی احتیاط برتنے کی ہدایت کی گئی ہے اور غیر ضروری سفر سے گریز کرنے کا مشورہ دیا گیا ہے ۔ انتظامیہ نے ہنگامی صورتحال سے نمٹنے کے لیے تمام متعلقہ اداروں کو الرٹ رہنے کی ہدایت کی ہے ۔ xyxy=(692,200,875,276)
article-paragraph: آخر میں شرکا نے ملک کی سلامتی اور خوشحالی کے لیے خصوصی دعا کی اور کہا کہ اتحاد و اتفاق سے ہی ہم ترقی کی منازل طے کر سکتے ہیں ۔ اس موقع پر مہمانوں کا شکریہ ادا کیا گیا اور آئندہ بھی اس طرح کی تقریبات کے انعقاد کا اعلان کیا گیا ۔ تقریب کے اختتام پر ریفریشمنٹ کا بھی اہتمام کیا گیا تھا جس میں شرکا نے بھرپور شرکت کی ۔ xyxy=(1293,1261,1477,1386)
article-paragraph: ہدایات میں کہا گیا ہے کہ تمام ریکارڈ کو ڈیجیٹل شکل میں محفوظ کیا جائے گا اور اس تک رسائی کا ایک شفاف طریقہ کار وضع کیا جائے گا ۔ xyxy=(91,514,274,558)
article-paragraph: ماہرین کا کہنا ہے کہ اس طرح کے مسائل کا دیرپا حل تلاش کرنا ضروری ہے ورنہ یہ مستقبل میں مزید پیچیدہ ہو سکتے ہیں ۔ انہوں نے منصوبہ بندی کی اہمیت پر زور دیا ۔ xyxy=(291,707,474,766)
article-paragraph: سرکاری بیان کے مطابق اس دورے کے دوران کئی مفاہمتی یادداشتوں پر دستخط کیے گئے جن کا مقصد دونوں ممالک کے درمیان تعاون کو مزید فروغ دینا ہے ۔ ان معاہدوں سے توانائی ، تجارت اور سیاحت کے شعبوں میں تعاون بڑھے گا ۔ xyxy=(491,269,675,345)
instagram-icon: ◉ xyxy=(905,60,925,79)
article-paragraph: اس دوران متعلقہ افراد کو عہدوں سے ہٹا دیا گیا ہے تاکہ تحقیقات غیر جانبدارانہ طریقے سے مکمل ہو سکیں ۔ حکام نے کہا کہ کسی کو بھی قانون سے بالاتر نہیں سمجھا جائے گا ۔ xyxy=(91,236,274,296)
article-paragraph: انہوں نے کہا کہ حکومت کی پالیسیوں میں تسلسل ضروری ہے تاکہ سرمایہ کاروں کا اعتماد بحال ہو سکے ۔ انہوں نے امید ظاہر کی کہ آئندہ برسوں میں اس شعبے کی کارکردگی مزید بہتر ہوگی ۔ xyxy=(692,672,875,748)
article-paragraph: حاصل کرنے کے بعد یہ معاملہ مزید اہمیت اختیار کر گیا ہے ۔ ذرائع کے مطابق اس حوالے سے ایک تفصیلی رپورٹ تیار کی جا رہی ہے جو جلد متعلقہ حکام کو پیش کی جائے گی ۔ xyxy=(291,97,474,157)
article-subheading: بقیہ نمبر 8 xyxy=(956,187,1012,199)
article-paragraph: اس کے علاوہ تعلیمی اور ثقافتی شعبوں میں تبادلوں کے پروگرام کو بھی وسعت دینے پر اتفاق ہوا ۔ طلبہ کے لیے وظائف کی تعداد بڑھانے کا بھی اعلان کیا گیا تاکہ نوجوان نسل ایک دوسرے کے قریب آ سکے ۔ xyxy=(491,785,675,861)
article-paragraph: تجزیہ کاروں کے مطابق موجودہ عالمی صورتحال میں علاقائی تعاون کی اہمیت پہلے سے کہیں زیادہ بڑھ گئی ہے ۔ انہوں نے کہا کہ ممالک کو اپنے اختلافات بھلا کر مشترکہ مفادات پر توجہ دینی چاہیے ۔ xyxy=(491,1080,675,1156)
